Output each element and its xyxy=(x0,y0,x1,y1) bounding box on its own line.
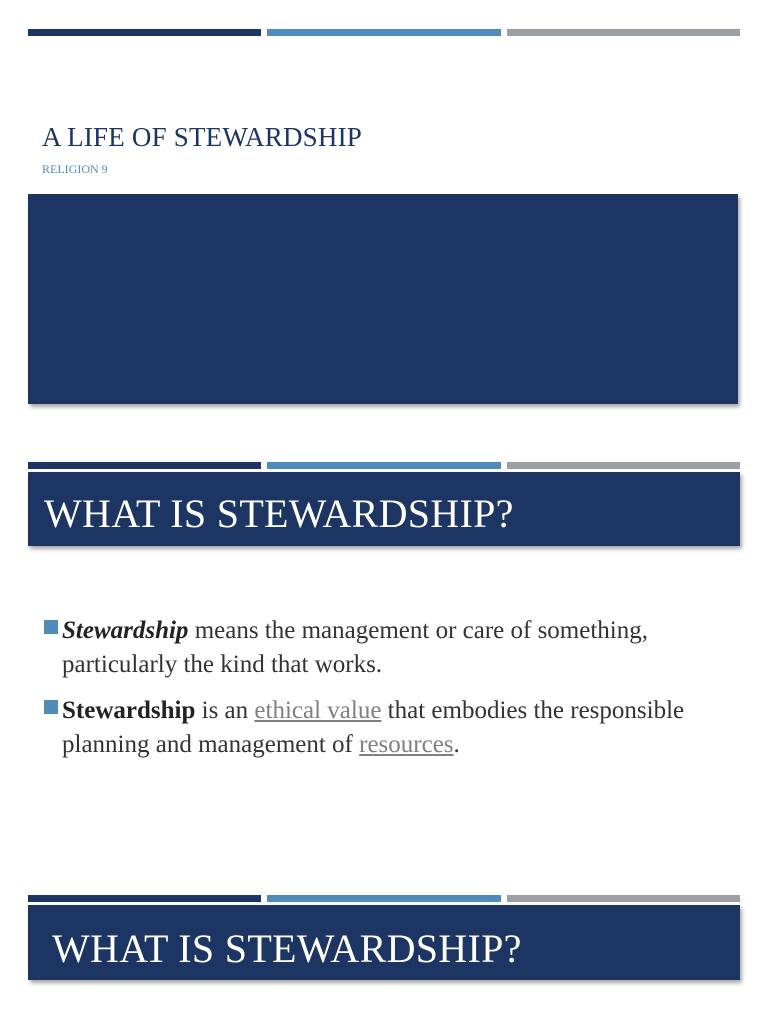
resources-link[interactable]: resources xyxy=(359,731,454,758)
accent-bar-dark xyxy=(28,462,261,469)
square-bullet-icon xyxy=(44,700,58,714)
accent-bar-gray xyxy=(507,462,740,469)
slide1-subtitle: RELIGION 9 xyxy=(42,162,108,176)
square-bullet-icon xyxy=(44,620,58,634)
accent-bar-gray xyxy=(507,29,740,36)
slide2-accent-bars xyxy=(28,462,740,469)
accent-bar-dark xyxy=(28,895,261,902)
bullet-item xyxy=(44,694,734,762)
bullet-term: Stewardship xyxy=(62,617,189,644)
slide1-accent-bars xyxy=(28,29,740,36)
accent-bar-dark xyxy=(28,29,261,36)
slide1-image-block xyxy=(28,194,738,404)
bullet-item xyxy=(44,614,734,682)
bullet-text: means the management or care of something, particularly the kind that works. xyxy=(62,617,648,678)
bullet-text: that embodies the responsible planning and management of xyxy=(62,697,685,758)
accent-bar-blue xyxy=(267,29,500,36)
accent-bar-blue xyxy=(267,895,500,902)
slide3-accent-bars xyxy=(28,895,740,902)
slide2-bullet-list xyxy=(44,614,734,774)
bullet-text: . xyxy=(453,731,460,758)
slide2-title-banner xyxy=(28,472,740,546)
slide3-title: WHAT IS STEWARDSHIP? xyxy=(52,926,522,971)
slide2-title: WHAT IS STEWARDSHIP? xyxy=(44,491,514,536)
bullet-term: Stewardship xyxy=(62,697,196,724)
accent-bar-gray xyxy=(507,895,740,902)
ethical-value-link[interactable]: ethical value xyxy=(254,697,382,724)
accent-bar-blue xyxy=(267,462,500,469)
slide3-title-banner xyxy=(28,905,740,980)
slide1-title: A LIFE OF STEWARDSHIP xyxy=(42,122,362,152)
bullet-text: is an xyxy=(195,697,255,724)
